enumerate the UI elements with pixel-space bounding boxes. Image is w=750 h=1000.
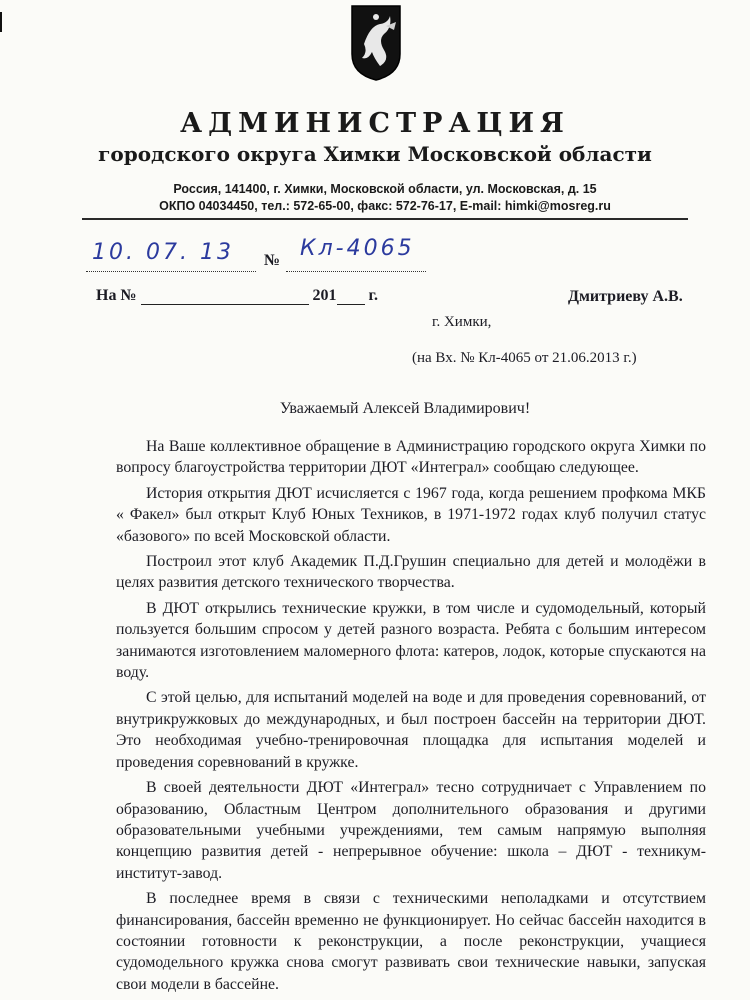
paragraph: Построил этот клуб Академик П.Д.Грушин специально для детей и молодёжи в целях развития детского технического творчества.	[116, 553, 706, 592]
recipient-name: Дмитриеву А.В.	[568, 288, 683, 305]
city: г. Химки,	[432, 314, 492, 330]
letter-body	[116, 436, 706, 995]
reply-number-blank	[141, 290, 309, 305]
paragraph: История открытия ДЮТ исчисляется с 1967 года, когда решением профкома МКБ « Факел» был открыт Клуб Юных Техников, в 1971-1972 годах клуб получил статус «базового» по всей Московской области.	[116, 484, 706, 545]
contacts-line: ОКПО 04034450, тел.: 572-65-00, факс: 572-76-17, E-mail: himki@mosreg.ru	[159, 199, 611, 213]
coat-of-arms-icon	[350, 4, 402, 82]
org-subtitle: городского округа Химки Московской области	[98, 142, 652, 166]
paragraph: В своей деятельности ДЮТ «Интеграл» тесно сотрудничает с Управлением по образованию, Областным Центром дополнительного образования и другими образовательными учебными учреждениями, тем самым напрямую выполняя концепцию развития детей - непрерывное обучение: школа – ДЮТ - техникум-институт-завод.	[116, 779, 706, 882]
header-divider	[82, 218, 688, 220]
paragraph: В ДЮТ открылись технические кружки, в том числе и судомодельный, который пользуется большим спросом у детей разного возраста. Ребята с большим интересом занимаются изготовлением маломерного флота: катеров, лодок, которые спускаются на воду.	[116, 599, 706, 682]
reply-year-blank	[337, 290, 365, 305]
paragraph: С этой целью, для испытаний моделей на воде и для проведения соревнований, от внутрикружковых до международных, и был построен бассейн на территории ДЮТ. Это необходимая учебно-тренировочная площадка для испытания моделей и проведения соревнований в кружке.	[116, 689, 706, 771]
address-line: Россия, 141400, г. Химки, Московской области, ул. Московская, д. 15	[173, 182, 597, 196]
page-edge-mark	[0, 12, 2, 32]
reply-year: 201	[312, 287, 337, 304]
salutation: Уважаемый Алексей Владимирович!	[279, 400, 531, 417]
paragraph: В последнее время в связи с техническими неполадками и отсутствием финансирования, бассейн временно не функционирует. Но сейчас бассейн находится в состоянии готовности к реконструкции, а после реконструкции, учащиеся судомодельного кружка снова смогут развивать свои технические навыки, запуская свои модели в бассейне.	[116, 890, 706, 993]
incoming-reference: (на Вх. № Кл-4065 от 21.06.2013 г.)	[412, 350, 637, 366]
registration-number-label: №	[264, 252, 281, 269]
paragraph: На Ваше коллективное обращение в Администрацию городского округа Химки по вопросу благоустройства территории ДЮТ «Интеграл» сообщаю следующее.	[116, 438, 706, 477]
reply-reference	[96, 287, 378, 305]
reply-prefix: На №	[96, 287, 137, 304]
org-title: АДМИНИСТРАЦИЯ	[180, 108, 570, 139]
registration-date: 10. 07. 13	[92, 240, 234, 265]
reply-suffix: г.	[368, 287, 378, 304]
registration-number: Кл-4065	[300, 236, 415, 261]
